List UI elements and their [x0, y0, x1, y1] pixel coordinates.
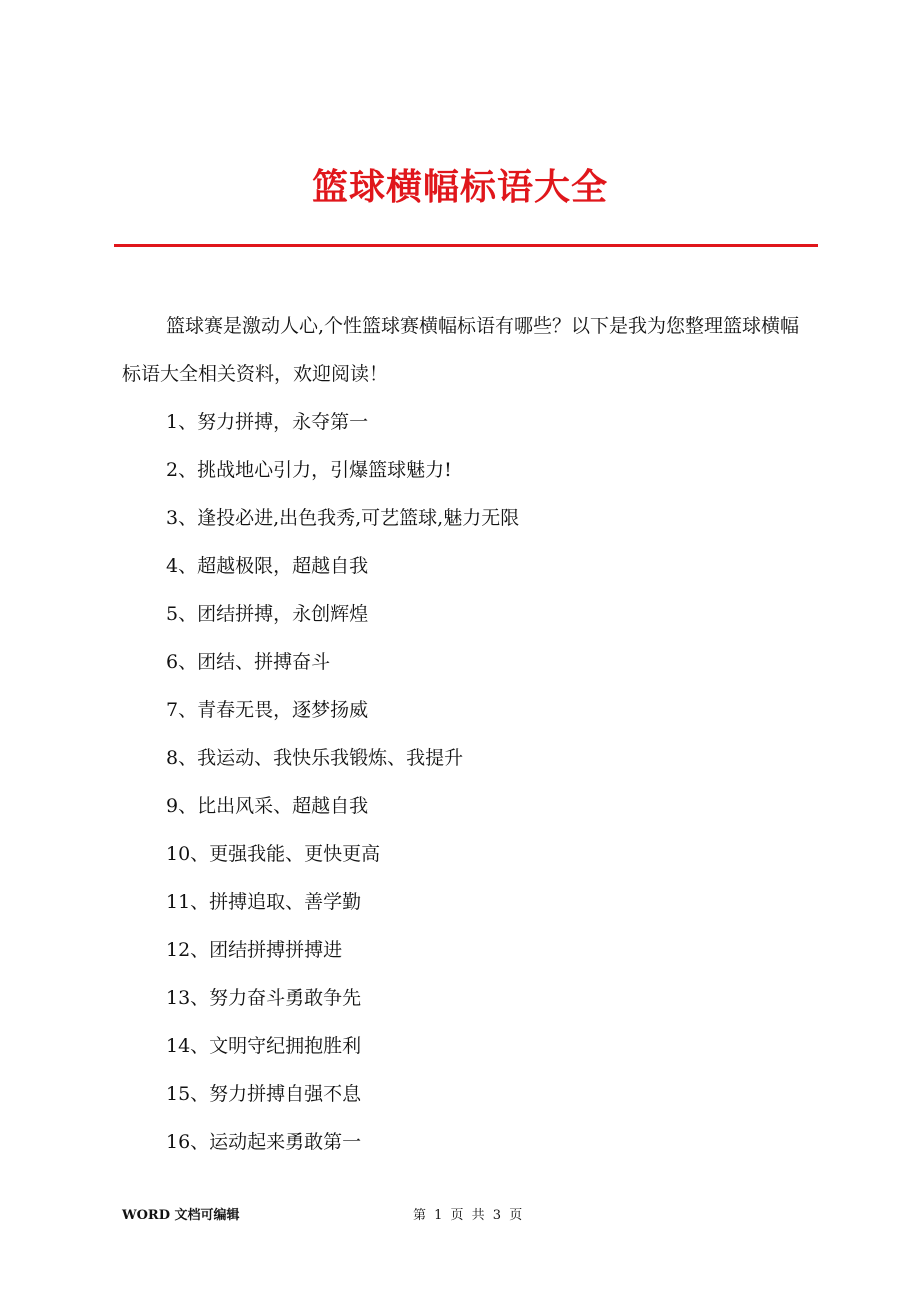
intro-paragraph: 篮球赛是激动人心,个性篮球赛横幅标语有哪些？以下是我为您整理篮球横幅标语大全相关资料，欢迎阅读！: [122, 315, 800, 385]
slogan-item: 8、我运动、我快乐我锻炼、我提升: [166, 747, 464, 769]
slogan-item: 10、更强我能、更快更高: [166, 843, 381, 865]
slogan-item: 4、超越极限，超越自我: [166, 555, 369, 577]
slogan-item: 14、文明守纪拥抱胜利: [166, 1035, 362, 1057]
footer-page-number: 第 1 页 共 3 页: [413, 1208, 523, 1223]
slogan-item: 2、挑战地心引力，引爆篮球魅力!: [166, 459, 452, 481]
slogan-item: 9、比出风采、超越自我: [166, 795, 369, 817]
slogan-item: 13、努力奋斗勇敢争先: [166, 987, 362, 1009]
slogan-item: 11、拼搏追取、善学勤: [166, 891, 362, 913]
slogan-item: 6、团结、拼搏奋斗: [166, 651, 331, 673]
slogan-item: 1、努力拼搏，永夺第一: [166, 411, 369, 433]
slogan-item: 15、努力拼搏自强不息: [166, 1083, 362, 1105]
slogan-item: 5、团结拼搏，永创辉煌: [166, 603, 369, 625]
slogan-item: 12、团结拼搏拼搏进: [166, 939, 343, 961]
slogan-item: 7、青春无畏，逐梦扬威: [166, 699, 369, 721]
title-divider: [114, 244, 818, 247]
footer-editable-note: WORD 文档可编辑: [122, 1208, 240, 1223]
slogan-item: 3、逢投必进,出色我秀,可艺篮球,魅力无限: [166, 507, 520, 529]
document-body: [122, 302, 812, 1166]
slogan-item: 16、运动起来勇敢第一: [166, 1131, 362, 1153]
document-title: 篮球横幅标语大全: [311, 166, 608, 208]
slogan-list: [122, 398, 812, 1166]
